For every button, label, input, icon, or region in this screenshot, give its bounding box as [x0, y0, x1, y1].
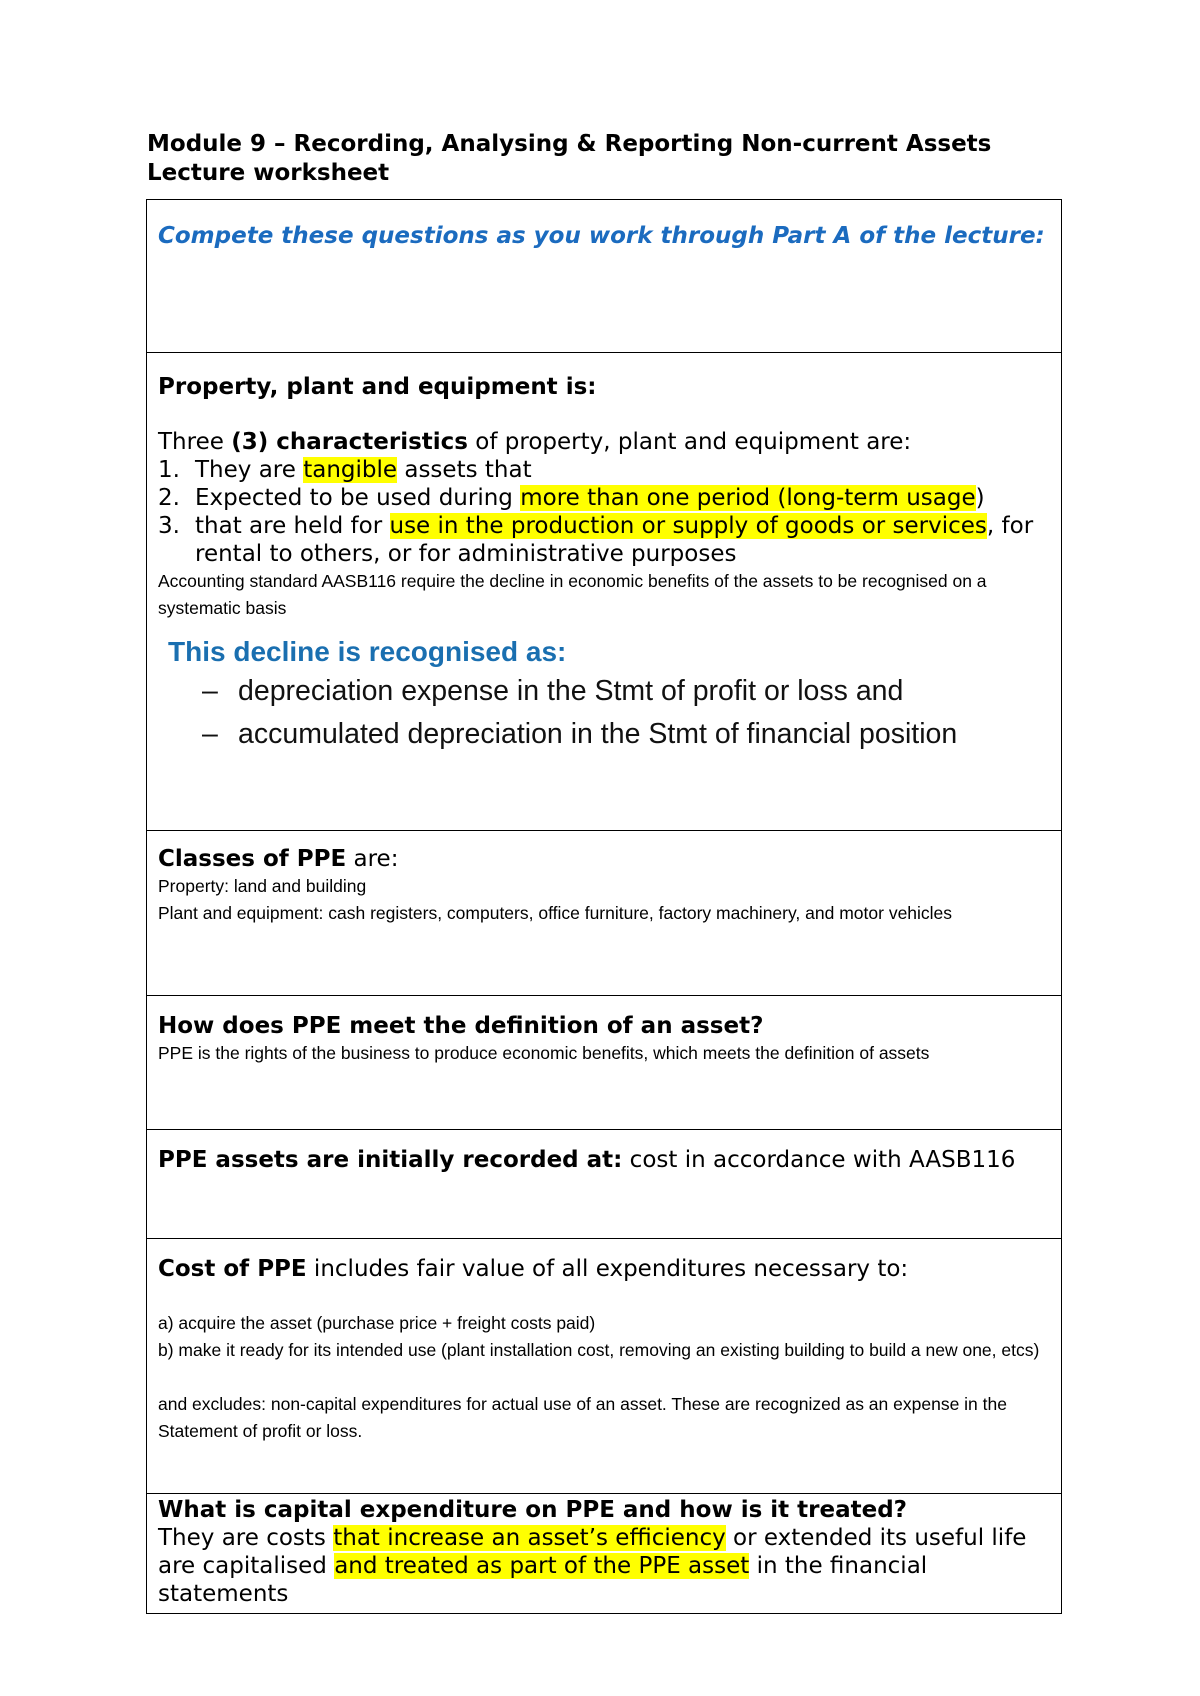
- ppe-characteristics-list: [158, 456, 1050, 568]
- classes-property: Property: land and building: [158, 876, 367, 896]
- cell-intro: [147, 200, 1062, 353]
- cell-definition: [147, 996, 1062, 1130]
- definition-answer: PPE is the rights of the business to produce economic benefits, which meets the definition of assets: [158, 1043, 930, 1063]
- cell-capex: [147, 1494, 1062, 1614]
- cost-ready: b) make it ready for its intended use (plant installation cost, removing an existing building to build a new one, etcs): [158, 1340, 1040, 1360]
- highlight: use in the production or supply of goods or services: [389, 513, 987, 539]
- definition-heading: How does PPE meet the definition of an asset?: [158, 1013, 764, 1039]
- slide-excerpt: [168, 634, 1050, 756]
- slide-title: This decline is recognised as:: [168, 636, 567, 667]
- title-line-1: Module 9 – Recording, Analysing & Reporting Non-current Assets: [147, 131, 992, 157]
- row-cost: [147, 1239, 1062, 1494]
- cost-excludes: and excludes: non-capital expenditures for actual use of an asset. These are recognized as an expense in the Statement of profit or loss.: [158, 1394, 1007, 1441]
- capex-answer: They are costs that increase an asset’s efficiency or extended its useful life are capitalised and treated as part of the PPE asset in the financial statements: [158, 1525, 1027, 1607]
- cell-ppe: [147, 353, 1062, 831]
- ppe-characteristics-intro: Three (3) characteristics of property, plant and equipment are:: [158, 429, 912, 455]
- list-item: 2. Expected to be used during more than one period (long-term usage): [158, 485, 985, 511]
- cell-classes: [147, 831, 1062, 996]
- aasb116-note: Accounting standard AASB116 require the decline in economic benefits of the assets to be recognised on a systematic basis: [158, 571, 987, 618]
- classes-heading: Classes of PPE are:: [158, 846, 399, 872]
- highlight: tangible: [303, 457, 398, 483]
- slide-item-accumulated: – accumulated depreciation in the Stmt of financial position: [202, 718, 958, 750]
- classes-plant: Plant and equipment: cash registers, computers, office furniture, factory machinery, and motor vehicles: [158, 903, 953, 923]
- cell-initial: [147, 1130, 1062, 1239]
- cost-acquire: a) acquire the asset (purchase price + freight costs paid): [158, 1313, 596, 1333]
- ppe-heading: Property, plant and equipment is:: [158, 374, 597, 400]
- list-item: 1. They are tangible assets that: [158, 457, 532, 483]
- row-capex: [147, 1494, 1062, 1614]
- capex-heading: What is capital expenditure on PPE and how is it treated?: [158, 1497, 908, 1523]
- row-initial: [147, 1130, 1062, 1239]
- title-line-2: Lecture worksheet: [147, 160, 390, 186]
- cost-heading: Cost of PPE includes fair value of all expenditures necessary to:: [158, 1256, 909, 1282]
- initial-recording: PPE assets are initially recorded at: cost in accordance with AASB116: [158, 1147, 1016, 1173]
- worksheet-table: [146, 199, 1062, 1614]
- highlight: and treated as part of the PPE asset: [334, 1553, 750, 1579]
- highlight: that increase an asset’s efficiency: [333, 1525, 726, 1551]
- row-intro: [147, 200, 1062, 353]
- row-classes: [147, 831, 1062, 996]
- slide-item-depreciation: – depreciation expense in the Stmt of profit or loss and: [202, 675, 904, 707]
- cell-cost: [147, 1239, 1062, 1494]
- highlight: more than one period (long-term usage: [520, 485, 976, 511]
- intro-text: Compete these questions as you work through Part A of the lecture:: [158, 223, 1045, 249]
- row-ppe: [147, 353, 1062, 831]
- list-item: 3. that are held for use in the production or supply of goods or services, for rental to others, or for administrative purposes: [158, 513, 1034, 567]
- row-definition: [147, 996, 1062, 1130]
- page-title: [147, 130, 991, 188]
